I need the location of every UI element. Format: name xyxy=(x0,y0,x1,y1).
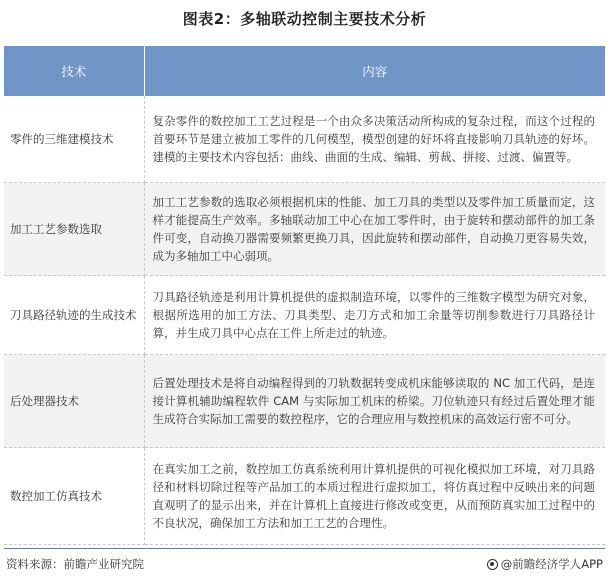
row-tech-label: 后处理器技术 xyxy=(4,355,144,448)
footer-divider xyxy=(4,548,605,549)
brand-credit xyxy=(487,556,603,572)
row-tech-label: 数控加工仿真技术 xyxy=(4,448,144,545)
brand-logo-icon xyxy=(487,559,498,570)
table-row xyxy=(4,355,605,448)
row-content-text: 复杂零件的数控加工工艺过程是一个由众多决策活动所构成的复杂过程，而这个过程的首要环节是建立被加工零件的几何模型，模型创建的好坏将直接影响刀具轨迹的好坏。建模的主要技术内容包括：曲线、曲面的生成、编辑、剪裁、拼接、过渡、偏置等。 xyxy=(144,96,605,183)
row-content-text: 在真实加工之前，数控加工仿真系统利用计算机提供的可视化模拟加工环境，对刀具路径和材料切除过程等产品加工的本质过程进行虚拟加工，将仿真过程中反映出来的问题直观明了的显示出来，并在计算机上直接进行修改或变更，从而预防真实加工过程中的不良状况，确保加工方法和加工工艺的合理性。 xyxy=(144,448,605,545)
row-content-text: 后置处理技术是将自动编程得到的刀轨数据转变成机床能够读取的 NC 加工代码，是连接计算机辅助编程软件 CAM 与实际加工机床的桥梁。刀位轨迹只有经过后置处理才能生成符合实际加工需要的数控程序，它的合理应用与数控机床的高效运行密不可分。 xyxy=(144,355,605,448)
row-content-text: 刀具路径轨迹是利用计算机提供的虚拟制造环境，以零件的三维数字模型为研究对象，根据所选用的加工方法、刀具类型、走刀方式和加工余量等切削参数进行刀具路径计算，并生成刀具中心点在工件上所走过的轨迹。 xyxy=(144,276,605,355)
tech-analysis-table xyxy=(4,46,605,545)
header-tech: 技术 xyxy=(4,46,144,96)
table-row xyxy=(4,96,605,183)
row-tech-label: 加工工艺参数选取 xyxy=(4,183,144,276)
table-header-row xyxy=(4,46,605,96)
table-row xyxy=(4,276,605,355)
table-row xyxy=(4,448,605,545)
figure-title: 图表2：多轴联动控制主要技术分析 xyxy=(182,10,427,28)
brand-text: @前瞻经济学人APP xyxy=(500,557,603,571)
tech-table-wrapper xyxy=(4,46,605,545)
row-content-text: 加工工艺参数的选取必须根据机床的性能、加工刀具的类型以及零件加工质量而定，这样才能提高生产效率。多轴联动加工中心在加工零件时，由于旋转和摆动部件的加工条件可变，自动换刀器需要频繁更换刀具，因此旋转和摆动部件，自动换刀更容易失效，成为多轴加工中心弱项。 xyxy=(144,183,605,276)
row-tech-label: 刀具路径轨迹的生成技术 xyxy=(4,276,144,355)
source-note: 资料来源：前瞻产业研究院 xyxy=(6,557,144,571)
table-row xyxy=(4,183,605,276)
header-content: 内容 xyxy=(144,46,605,96)
row-tech-label: 零件的三维建模技术 xyxy=(4,96,144,183)
